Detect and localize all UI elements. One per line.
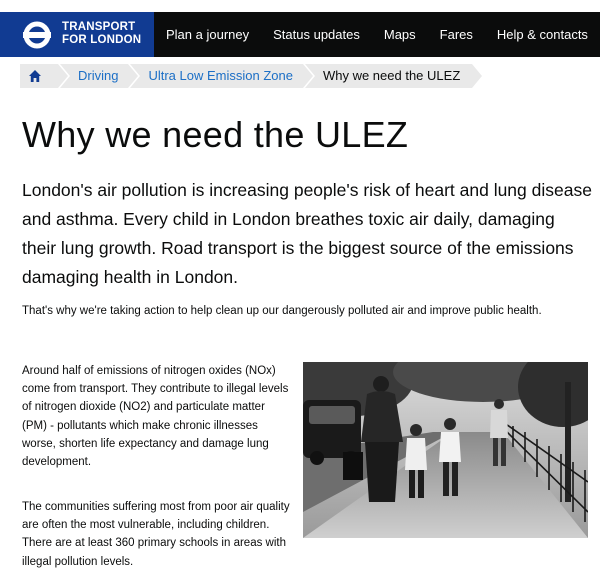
breadcrumb-home[interactable] xyxy=(20,64,58,88)
lead-paragraph: London's air pollution is increasing people's risk of heart and lung disease and asthma. Every child in London breathes toxic air daily, damaging their lung growth. Road transport is the biggest source of the emissions damaging health in London. xyxy=(22,180,592,287)
breadcrumb-driving[interactable]: Driving xyxy=(60,64,128,88)
nav-fares[interactable]: Fares xyxy=(439,27,473,42)
breadcrumb-current: Why we need the ULEZ xyxy=(305,64,472,88)
family-walking-photo xyxy=(303,362,588,538)
photo-illustration xyxy=(303,362,588,538)
breadcrumb xyxy=(20,64,474,88)
logo-text xyxy=(62,21,141,47)
communities-paragraph: The communities suffering most from poor air quality are often the most vulnerable, including children. There are at least 360 primary schools in areas with illegal pollution levels. xyxy=(22,501,290,568)
logo-line1: TRANSPORT xyxy=(62,21,136,33)
nav-maps[interactable]: Maps xyxy=(383,27,416,42)
site-header xyxy=(0,12,600,57)
intro-paragraph: That's why we're taking action to help clean up our dangerously polluted air and improve public health. xyxy=(22,305,542,317)
tfl-roundel-icon xyxy=(22,20,52,50)
nav-plan-journey[interactable]: Plan a journey xyxy=(166,27,250,42)
nav-help-contacts[interactable]: Help & contacts xyxy=(496,27,588,42)
breadcrumb-ulez[interactable]: Ultra Low Emission Zone xyxy=(130,64,303,88)
nav-status-updates[interactable]: Status updates xyxy=(273,27,360,42)
home-icon xyxy=(28,69,42,83)
logo-line2: FOR LONDON xyxy=(62,34,142,46)
main-nav xyxy=(154,12,600,57)
nox-paragraph: Around half of emissions of nitrogen oxides (NOx) come from transport. They contribute to illegal levels of nitrogen dioxide (NO2) and particulate matter (PM) - pollutants which make chronic illnesses worse, shorten life expectancy and damage lung development. xyxy=(22,365,289,469)
page-title: Why we need the ULEZ xyxy=(22,114,409,155)
tfl-logo[interactable] xyxy=(0,12,154,57)
